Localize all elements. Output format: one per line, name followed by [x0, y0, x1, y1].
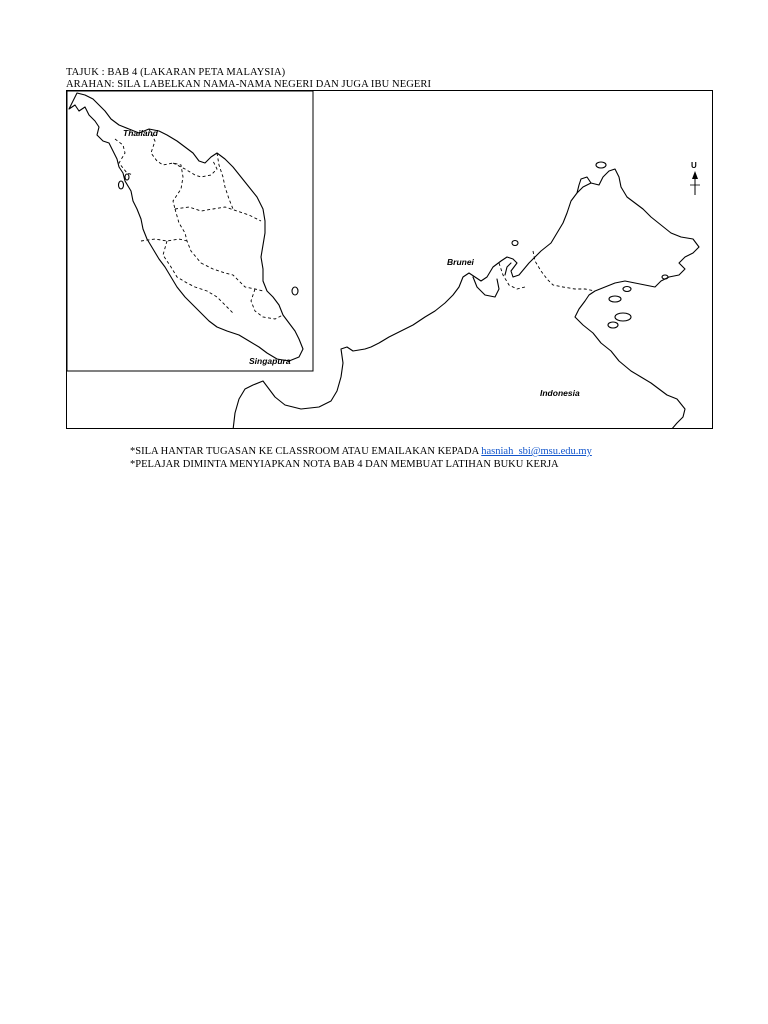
peninsula-coastline — [69, 93, 303, 361]
sebatik-island — [609, 296, 621, 302]
map-frame — [66, 90, 713, 429]
peninsula-inset-box — [67, 91, 313, 371]
peninsula-state-borders — [115, 129, 283, 319]
page-title: TAJUK : BAB 4 (LAKARAN PETA MALAYSIA) — [66, 67, 286, 78]
malaysia-outline-map — [67, 91, 713, 429]
instruction-text: ARAHAN: SILA LABELKAN NAMA-NAMA NEGERI DAN JUGA IBU NEGERI — [66, 79, 432, 90]
east-island-3 — [623, 287, 631, 292]
east-island-1 — [615, 313, 631, 321]
borneo-coastline — [233, 169, 699, 429]
tioman-island — [292, 287, 298, 295]
thailand-label: Thailand — [123, 128, 158, 138]
singapura-label: Singapura — [249, 356, 291, 366]
east-island-2 — [608, 322, 618, 328]
submission-note-text: *SILA HANTAR TUGASAN KE CLASSROOM ATAU EMAILAKAN KEPADA — [130, 446, 482, 457]
indonesia-label: Indonesia — [540, 388, 580, 398]
langkawi-island — [125, 174, 129, 180]
homework-note: *PELAJAR DIMINTA MENYIAPKAN NOTA BAB 4 DAN MEMBUAT LATIHAN BUKU KERJA — [130, 459, 559, 470]
north-label: U — [691, 161, 697, 170]
email-link[interactable]: hasniah_sbi@msu.edu.my — [481, 446, 592, 457]
labuan-island — [512, 241, 518, 246]
north-arrow-icon — [690, 171, 700, 195]
banggi-island — [596, 162, 606, 168]
penang-island — [119, 181, 124, 189]
borneo-state-borders — [499, 251, 595, 291]
submission-note — [130, 445, 592, 458]
brunei-label: Brunei — [447, 257, 474, 267]
